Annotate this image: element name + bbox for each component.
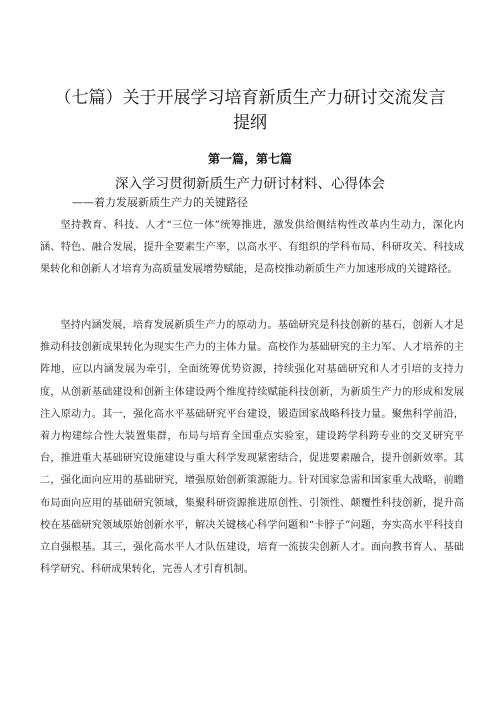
body-paragraph-1-block	[40, 215, 464, 282]
body-paragraph-2-block	[40, 315, 464, 581]
section-heading: 第一篇，第七篇	[207, 152, 292, 166]
body-paragraph: 坚持教育、科技、人才“三位一体”统筹推进，激发供给侧结构性改革内生动力，深化内涵、特色、融合发展，提升全要素生产率，以高水平、有组织的学科布局、科研攻关、科技成果转化和创新人才培育为高质量发展增势赋能，是高校推动新质生产力加速形成的关键路径。	[40, 220, 464, 276]
article-subtitle: ——着力发展新质生产力的关键路径	[72, 196, 248, 209]
document-title-line-1: （七篇）关于开展学习培育新质生产力研讨交流发言	[54, 88, 446, 108]
body-paragraph: 坚持内涵发展，培育发展新质生产力的原动力。基础研究是科技创新的基石，创新人才是推动科技创新成果转化为现实生产力的主体力量。高校作为基础研究的主力军、人才培养的主阵地，应以内涵发展为牵引，全面统筹优势资源，持续强化对基础研究和人才引培的支持力度，从创新基础建设和创新主体建设两个维度持续赋能科技创新，为新质生产力的形成和发展注入原动力。其一，强化高水平基础研究平台建设，锻造国家战略科技力量。聚焦科学前沿，着力构建综合性大装置集群，布局与培育全国重点实验室，建设跨学科跨专业的交叉研究平台，推进重大基础研究设施建设与重大科学发现紧密结合，促进要素融合，提升创新效率。其二，强化面向应用的基础研究，增强原始创新策源能力。针对国家急需和国家重大战略，前瞻布局面向应用的基础研究领域，集聚科研资源推进原创性、引领性、颠覆性科技创新，提升高校在基础研究领域原始创新水平，解决关键核心科学问题和“卡脖子”问题，夯实高水平科技自立自强根基。其三，强化高水平人才队伍建设，培育一流拔尖创新人才。面向教书育人、基础科学研究、科研成果转化，完善人才引育机制。	[40, 320, 464, 576]
document-title-line-2: 提纲	[233, 113, 267, 133]
document-title	[40, 86, 460, 136]
article-title: 深入学习贯彻新质生产力研讨材料、心得体会	[115, 176, 385, 192]
